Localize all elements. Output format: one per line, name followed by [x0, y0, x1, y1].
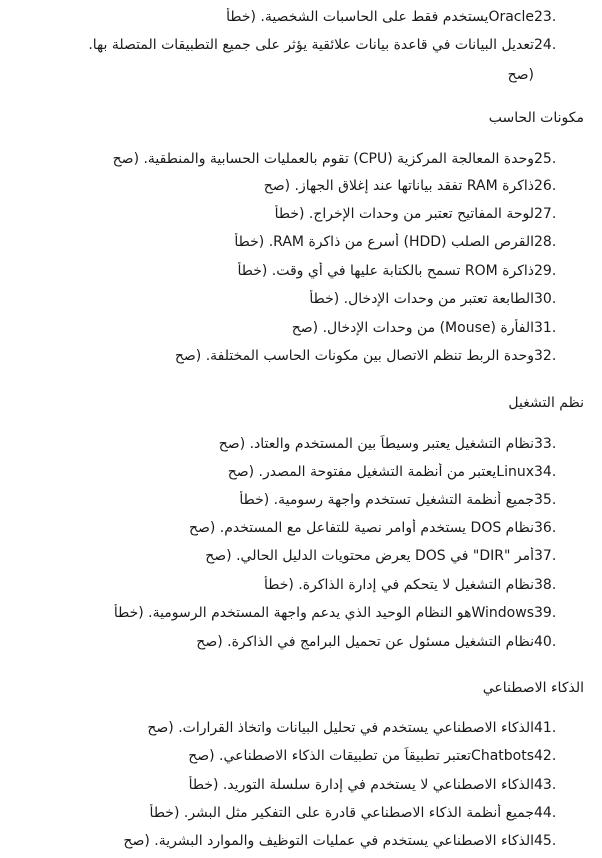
question-number: 39.	[534, 605, 557, 621]
question-24-answer: (صح	[507, 67, 534, 83]
question-text: Oracleيستخدم فقط على الحاسبات الشخصية. (خطأ	[226, 9, 534, 25]
question-number: 36.	[534, 520, 557, 536]
question-text: جميع أنظمة التشغيل تستخدم واجهة رسومية. (خطأ	[239, 492, 534, 508]
question-text: جميع أنظمة الذكاء الاصطناعي قادرة على التفكير مثل البشر. (خطأ	[149, 805, 534, 821]
question-text: الفأرة (Mouse) من وحدات الإدخال. (صح	[291, 320, 534, 336]
question-number: 26.	[534, 178, 557, 194]
question-25	[4, 150, 580, 168]
question-32	[4, 347, 580, 365]
question-38	[4, 576, 580, 594]
question-number: 44.	[534, 805, 557, 821]
question-33	[4, 435, 580, 453]
question-30	[4, 290, 580, 308]
question-number: 45.	[534, 833, 557, 849]
question-number: 32.	[534, 348, 557, 364]
question-text: الطابعة تعتبر من وحدات الإدخال. (خطأ	[309, 291, 534, 307]
question-number: 34.	[534, 464, 557, 480]
question-37	[4, 547, 580, 565]
question-31	[4, 319, 580, 337]
question-44	[4, 804, 580, 822]
question-23	[4, 8, 580, 26]
question-text: Chatbotsتعتبر تطبيقاً من تطبيقات الذكاء الاصطناعي. (صح	[188, 748, 534, 764]
question-number: 37.	[534, 548, 557, 564]
question-text: نظام DOS يستخدم أوامر نصية للتفاعل مع المستخدم. (صح	[188, 520, 534, 536]
question-text: الذكاء الاصطناعي لا يستخدم في إدارة سلسلة التوريد. (خطأ	[188, 777, 534, 793]
question-42	[4, 747, 580, 765]
question-number: 27.	[534, 206, 557, 222]
question-text: الذكاء الاصطناعي يستخدم في تحليل البيانات واتخاذ القرارات. (صح	[147, 720, 534, 736]
question-number: 33.	[534, 436, 557, 452]
question-text: وحدة المعالجة المركزية (CPU) تقوم بالعمليات الحسابية والمنطقية. (صح	[112, 151, 534, 167]
question-text: Windowsهو النظام الوحيد الذي يدعم واجهة المستخدم الرسومية. (خطأ	[113, 605, 534, 621]
question-29	[4, 262, 580, 280]
question-24	[4, 36, 580, 54]
section-heading-artificial-intelligence: الذكاء الاصطناعي	[482, 680, 584, 696]
question-45	[4, 832, 580, 850]
question-number: 28.	[534, 234, 557, 250]
question-text: نظام التشغيل لا يتحكم في إدارة الذاكرة. (خطأ	[263, 577, 534, 593]
question-number: 40.	[534, 634, 557, 650]
question-number: 43.	[534, 777, 557, 793]
question-27	[4, 205, 580, 223]
question-number: 23.	[534, 9, 557, 25]
question-number: 38.	[534, 577, 557, 593]
question-39	[4, 604, 580, 622]
question-text: Linuxيعتبر من أنظمة التشغيل مفتوحة المصدر. (صح	[227, 464, 534, 480]
question-number: 24.	[534, 37, 557, 53]
question-number: 25.	[534, 151, 557, 167]
question-36	[4, 519, 580, 537]
question-number: 42.	[534, 748, 557, 764]
question-text: ذاكرة ROM تسمح بالكتابة عليها في أي وقت. (خطأ	[237, 263, 534, 279]
question-number: 35.	[534, 492, 557, 508]
question-text: وحدة الربط تنظم الاتصال بين مكونات الحاسب المختلفة. (صح	[174, 348, 534, 364]
question-text: القرص الصلب (HDD) أسرع من ذاكرة RAM. (خطأ	[234, 234, 534, 250]
question-34	[4, 463, 580, 481]
question-40	[4, 633, 580, 651]
question-number: 30.	[534, 291, 557, 307]
question-41	[4, 719, 580, 737]
question-text: أمر "DIR" في DOS يعرض محتويات الدليل الحالي. (صح	[205, 548, 534, 564]
question-text: نظام التشغيل مسئول عن تحميل البرامج في الذاكرة. (صح	[196, 634, 534, 650]
question-text: الذكاء الاصطناعي يستخدم في عمليات التوظيف والموارد البشرية. (صح	[123, 833, 534, 849]
question-35	[4, 491, 580, 509]
question-text: ذاكرة RAM تفقد بياناتها عند إغلاق الجهاز. (صح	[263, 178, 534, 194]
question-text: نظام التشغيل يعتبر وسيطاً بين المستخدم والعتاد. (صح	[218, 436, 534, 452]
question-43	[4, 776, 580, 794]
question-26	[4, 177, 580, 195]
section-heading-computer-components: مكونات الحاسب	[488, 110, 584, 126]
section-heading-operating-systems: نظم التشغيل	[508, 395, 584, 411]
question-number: 41.	[534, 720, 557, 736]
question-number: 31.	[534, 320, 557, 336]
question-number: 29.	[534, 263, 557, 279]
question-text: تعديل البيانات في قاعدة بيانات علائقية يؤثر على جميع التطبيقات المتصلة بها.	[88, 37, 534, 53]
question-28	[4, 233, 580, 251]
question-text: لوحة المفاتيح تعتبر من وحدات الإخراج. (خطأ	[274, 206, 534, 222]
